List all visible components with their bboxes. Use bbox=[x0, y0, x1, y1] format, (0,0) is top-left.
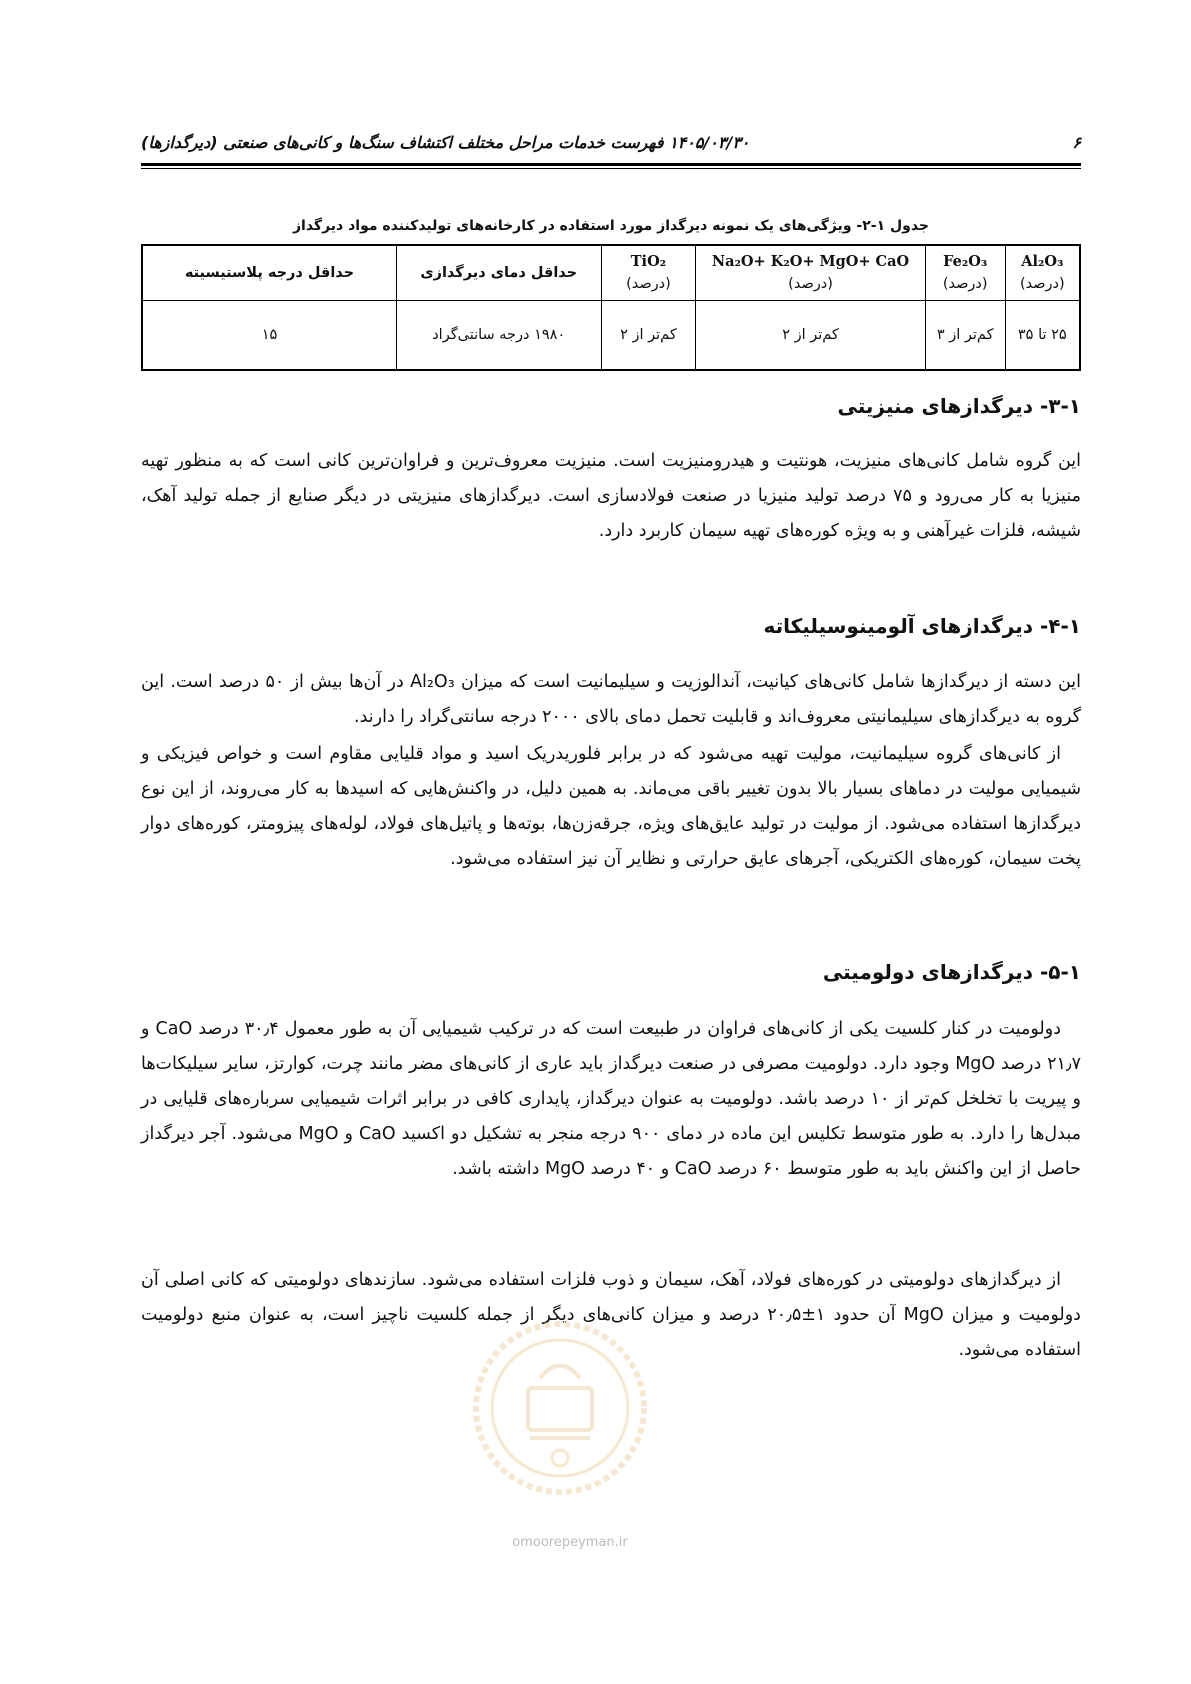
running-header bbox=[141, 128, 1081, 158]
page-number: ۶ bbox=[1072, 133, 1081, 152]
header-unit: (درصد) bbox=[788, 276, 833, 292]
paragraph-dolomite-2: از دیرگدازهای دولومیتی در کوره‌های فولاد، آهک، سیمان و ذوب فلزات استفاده می‌شود. سازندهای دولومیتی که کانی اصلی آن دولومیت و میزان MgO آن حدود ۱±۲۰٫۵ درصد و میزان کانی‌های دیگر از جمله کلسیت ناچیز است، به عنوان منبع دولومیت استفاده می‌شود. bbox=[141, 1270, 1081, 1360]
header-unit: (درصد) bbox=[1019, 276, 1065, 292]
header-unit: (درصد) bbox=[942, 276, 988, 292]
paragraph-aluminosilicate-1: این دسته از دیرگدازها شامل کانی‌های کیانیت، آندالوزیت و سیلیمانیت است که میزان Al₂O₃ در آن‌ها بیش از ۵۰ درصد است. این گروه به دیرگدازهای سیلیمانیتی معروف‌اند و قابلیت تحمل دمای بالای ۲۰۰۰ درجه سانتی‌گراد را دارند. bbox=[141, 672, 1081, 727]
cell-al2o3: ۲۵ تا ۳۵ bbox=[1005, 301, 1080, 371]
header-formula: Al₂O₃ bbox=[1021, 253, 1064, 270]
header-formula: Na₂O+ K₂O+ MgO+ CaO bbox=[711, 253, 910, 270]
paragraph-dolomite-1: دولومیت در کنار کلسیت یکی از کانی‌های فراوان در طبیعت است که در ترکیب شیمیایی آن به طور معمول ۳۰٫۴ درصد CaO و ۲۱٫۷ درصد MgO وجود دارد. دولومیت مصرفی در صنعت دیرگداز باید عاری از کانی‌های مضر مانند چرت، کوارتز، سایر سیلیکات‌ها و پیریت با تخلخل کم‌تر از ۱۰ درصد باشد. دولومیت به عنوان دیرگداز، پایداری کافی در برابر اثرات شیمیایی سرباره‌های قلیایی در مبدل‌ها را دارد. به طور متوسط تکلیس این ماده در دمای ۹۰۰ درجه منجر به تشکیل دو اکسید CaO و MgO می‌شود. آجر دیرگداز حاصل از این واکنش باید به طور متوسط ۶۰ درصد CaO و ۴۰ درصد MgO داشته باشد. bbox=[141, 1019, 1081, 1179]
section-heading-dolomite: ۵-۱- دیرگدازهای دولومیتی bbox=[822, 960, 1081, 984]
paragraph-aluminosilicate-2: از کانی‌های گروه سیلیمانیت، مولیت تهیه می‌شود که در برابر فلوریدریک اسید و مواد قلیایی مقاوم است و خواص فیزیکی و شیمیایی مولیت در دماهای بسیار بالا بدون تغییر باقی می‌ماند. به همین دلیل، در واکنش‌هایی که اسیدها به کار می‌روند، از این نوع دیرگدازها استفاده می‌شود. از مولیت در تولید عایق‌های ویژه، جرقه‌زن‌ها، بوته‌ها و پاتیل‌های فولاد، لوله‌های پیزومتر، کوره‌های دوار پخت سیمان، کوره‌های الکتریکی، آجرهای عایق حرارتی و نظایر آن نیز استفاده می‌شود. bbox=[141, 744, 1081, 869]
header-min-refractoriness bbox=[396, 245, 601, 301]
header-formula: TiO₂ bbox=[630, 253, 667, 270]
header-formula: Fe₂O₃ bbox=[943, 253, 988, 270]
header-rule-thick bbox=[141, 163, 1081, 166]
cell-fe2o3: کم‌تر از ۳ bbox=[925, 301, 1005, 371]
header-unit: حداقل درجه پلاستیسیته bbox=[184, 265, 355, 281]
cell-tio2: کم‌تر از ۲ bbox=[601, 301, 696, 371]
paragraph-magnesite: این گروه شامل کانی‌های منیزیت، هونتیت و هیدرومنیزیت است. منیزیت معروف‌ترین و فراوان‌ترین کانی است که به منظور تهیه منیزیا به کار می‌رود و ۷۵ درصد تولید منیزیا در صنعت فولادسازی است. دیرگدازهای منیزیتی در دیگر صنایع از جمله تولید آهک، شیشه، فلزات غیرآهنی و به ویژه کوره‌های تهیه سیمان کاربرد دارد. bbox=[141, 451, 1081, 541]
header-min-plasticity bbox=[142, 245, 396, 301]
header-unit: (درصد) bbox=[626, 276, 671, 292]
header-alkali-oxides bbox=[696, 245, 925, 301]
section-heading-magnesite: ۳-۱- دیرگدازهای منیزیتی bbox=[837, 394, 1081, 418]
header-al2o3 bbox=[1005, 245, 1080, 301]
header-unit: حداقل دمای دیرگدازی bbox=[420, 265, 578, 281]
table-caption: جدول ۱-۲- ویژگی‌های یک نمونه دیرگداز مورد استفاده در کارخانه‌های تولیدکننده مواد دیرگداز bbox=[292, 218, 930, 234]
cell-min-refractoriness: ۱۹۸۰ درجه سانتی‌گراد bbox=[396, 301, 601, 371]
header-tio2 bbox=[601, 245, 696, 301]
header-fe2o3 bbox=[925, 245, 1005, 301]
refractory-spec-table bbox=[141, 244, 1081, 371]
cell-alkali-oxides: کم‌تر از ۲ bbox=[696, 301, 925, 371]
table-header-row bbox=[142, 245, 1080, 301]
section-heading-aluminosilicate: ۴-۱- دیرگدازهای آلومینوسیلیکاته bbox=[763, 614, 1081, 638]
running-title: ۱۴۰۵/۰۳/۳۰ فهرست خدمات مراحل مختلف اکتشاف سنگ‌ها و کانی‌های صنعتی (دیرگدازها) bbox=[141, 133, 750, 152]
watermark-url: omoorepeyman.ir bbox=[512, 1535, 628, 1550]
company-seal-icon bbox=[470, 1318, 650, 1498]
cell-min-plasticity: ۱۵ bbox=[142, 301, 396, 371]
table-row bbox=[142, 301, 1080, 371]
header-rule-thin bbox=[141, 168, 1081, 169]
